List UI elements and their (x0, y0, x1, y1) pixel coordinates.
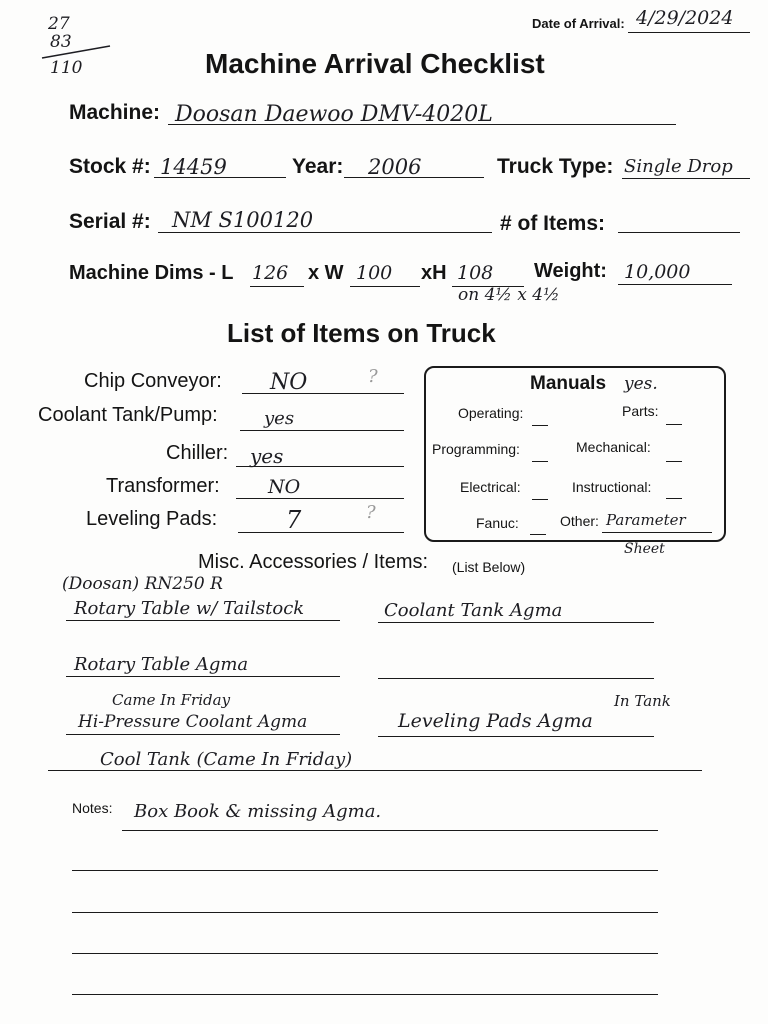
dims-w-value: 100 (356, 262, 393, 284)
notes-line-5 (72, 994, 658, 995)
leveling-pads-label: Leveling Pads: (86, 508, 218, 530)
notes-line-1 (122, 830, 658, 831)
misc-line-2 (378, 622, 654, 623)
misc-item-4: Hi-Pressure Coolant Agma (78, 712, 308, 732)
stock-line (154, 177, 286, 178)
tally-line-1: 27 (48, 14, 70, 34)
transformer-line (236, 498, 404, 499)
misc-above-1: (Doosan) RN250 R (62, 574, 223, 594)
dims-w-label: x W (308, 262, 344, 284)
manual-instructional-label: Instructional: (572, 479, 652, 495)
serial-line (158, 232, 492, 233)
manual-electrical-label: Electrical: (460, 479, 521, 495)
truck-type-value: Single Drop (624, 156, 733, 177)
tally-line-3: 110 (50, 58, 83, 78)
manual-other-value-2: Sheet (624, 541, 665, 557)
manual-mechanical-label: Mechanical: (576, 439, 651, 455)
manual-electrical-blank (532, 499, 548, 500)
notes-line-3 (72, 912, 658, 913)
notes-label: Notes: (72, 800, 113, 816)
manuals-title: Manuals (530, 373, 607, 394)
dims-label: Machine Dims - L (69, 262, 234, 284)
date-of-arrival-line (628, 32, 750, 33)
manuals-title-value: yes. (624, 374, 658, 394)
chiller-line (236, 466, 404, 467)
stock-label: Stock #: (69, 155, 151, 178)
manual-other-line (602, 532, 712, 533)
misc-line-4 (378, 678, 654, 679)
transformer-label: Transformer: (106, 475, 220, 497)
dims-h-value: 108 (457, 262, 494, 284)
date-of-arrival-value: 4/29/2024 (636, 7, 734, 29)
weight-line (618, 284, 732, 285)
manual-parts-label: Parts: (622, 403, 659, 419)
transformer-value: NO (268, 476, 301, 498)
dims-note: on 4½ x 4½ (458, 285, 560, 305)
misc-line-3 (66, 676, 340, 677)
truck-type-line (622, 178, 750, 179)
coolant-line (240, 430, 404, 431)
manual-other-value: Parameter (606, 511, 686, 529)
misc-above-4: Came In Friday (112, 691, 231, 709)
notes-value: Box Book & missing Agma. (134, 801, 382, 822)
dims-l-value: 126 (252, 262, 289, 284)
stock-value: 14459 (160, 155, 227, 179)
misc-line-5 (66, 734, 340, 735)
items-count-line (618, 232, 740, 233)
misc-item-3: Rotary Table Agma (74, 654, 249, 675)
manual-parts-blank (666, 424, 682, 425)
manual-mechanical-blank (666, 461, 682, 462)
coolant-label: Coolant Tank/Pump: (38, 404, 218, 426)
misc-line-1 (66, 620, 340, 621)
manual-operating-blank (532, 425, 548, 426)
misc-item-5: Leveling Pads Agma (398, 710, 593, 732)
chip-conveyor-value: NO (270, 370, 308, 395)
manuals-box (424, 366, 726, 542)
manual-other-label: Other: (560, 513, 599, 529)
manual-fanuc-label: Fanuc: (476, 515, 519, 531)
manual-instructional-blank (666, 498, 682, 499)
misc-item-1: Rotary Table w/ Tailstock (74, 598, 305, 619)
chip-conveyor-mark: ? (368, 366, 378, 387)
coolant-value: yes (264, 408, 295, 429)
misc-item-6: Cool Tank (Came In Friday) (100, 749, 353, 770)
misc-line-7 (48, 770, 702, 771)
chip-conveyor-label: Chip Conveyor: (84, 370, 222, 392)
tally-line-2: 83 (50, 32, 72, 52)
weight-value: 10,000 (624, 261, 691, 283)
leveling-pads-line (238, 532, 404, 533)
chiller-label: Chiller: (166, 442, 229, 464)
manual-programming-label: Programming: (432, 441, 520, 457)
year-value: 2006 (368, 155, 422, 179)
items-section-title: List of Items on Truck (227, 318, 496, 348)
page-title: Machine Arrival Checklist (205, 48, 545, 79)
chiller-value: yes (250, 444, 284, 468)
notes-line-2 (72, 870, 658, 871)
leveling-pads-value: 7 (286, 506, 302, 534)
machine-line (168, 124, 676, 125)
misc-item-2: Coolant Tank Agma (384, 600, 563, 621)
serial-value: NM S100120 (172, 208, 314, 232)
items-count-label: # of Items: (500, 212, 606, 235)
manual-fanuc-blank (530, 534, 546, 535)
year-line (344, 177, 484, 178)
date-of-arrival-label: Date of Arrival: (532, 16, 625, 31)
machine-value: Doosan Daewoo DMV-4020L (175, 102, 493, 127)
truck-type-label: Truck Type: (497, 155, 614, 178)
leveling-pads-mark: ? (366, 502, 376, 523)
year-label: Year: (292, 155, 344, 178)
misc-line-6 (378, 736, 654, 737)
notes-line-4 (72, 953, 658, 954)
manual-operating-label: Operating: (458, 405, 524, 421)
dims-w-line (350, 286, 420, 287)
chip-conveyor-line (242, 393, 404, 394)
dims-l-line (250, 286, 304, 287)
dims-h-label: xH (421, 262, 447, 284)
misc-subtitle: (List Below) (452, 559, 526, 575)
serial-label: Serial #: (69, 210, 151, 233)
misc-above-5: In Tank (614, 692, 671, 710)
manual-programming-blank (532, 461, 548, 462)
misc-title: Misc. Accessories / Items: (198, 551, 429, 573)
weight-label: Weight: (534, 260, 607, 282)
machine-label: Machine: (69, 101, 161, 124)
